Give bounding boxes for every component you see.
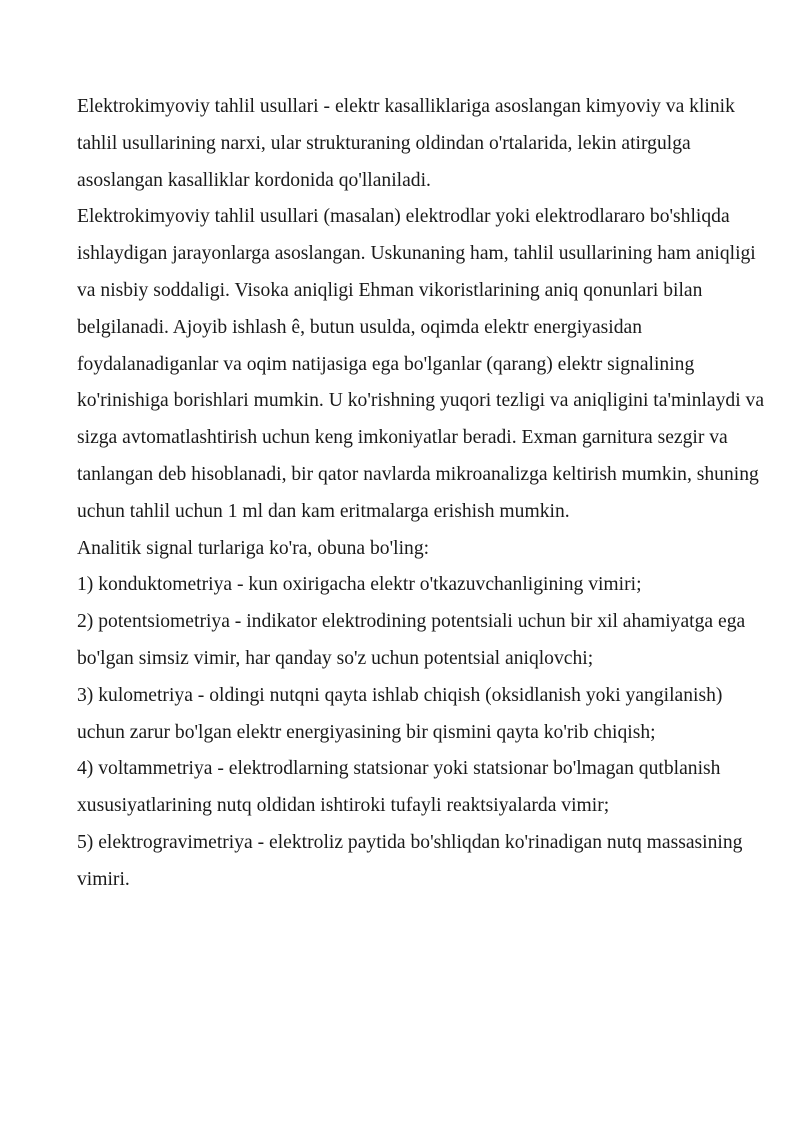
document-body — [77, 89, 767, 899]
paragraph-list-heading: Analitik signal turlariga ko'ra, obuna bo'ling: — [77, 537, 430, 559]
list-item-electrogravimetry: 5) elektrogravimetriya - elektroliz paytida bo'shliqdan ko'rinadigan nutq massasining vimiri. — [77, 831, 743, 890]
paragraph-description: Elektrokimyoviy tahlil usullari (masalan) elektrodlar yoki elektrodlararo bo'shliqda ishlaydigan jarayonlarga asoslangan. Uskunaning ham, tahlil usullarining ham aniqligi va nisbiy soddaligi. Visoka aniqligi Ehman vikoristlarining aniq qonunlari bilan belgilanadi. Ajoyib ishlash ê, butun usulda, oqimda elektr energiyasidan foydalanadiganlar va oqim natijasiga ega bo'lganlar (qarang) elektr signalining ko'rinishiga borishlari mumkin. U ko'rishning yuqori tezligi va aniqligini ta'minlaydi va sizga avtomatlashtirish uchun keng imkoniyatlar beradi. Exman garnitura sezgir va tanlangan deb hisoblanadi, bir qator navlarda mikroanalizga keltirish mumkin, shuning uchun tahlil uchun 1 ml dan kam eritmalarga erishish mumkin. — [77, 206, 765, 522]
list-item-coulometry: 3) kulometriya - oldingi nutqni qayta ishlab chiqish (oksidlanish yoki yangilanish) uchun zarur bo'lgan elektr energiyasining bir qismini qayta ko'rib chiqish; — [77, 684, 723, 743]
list-item-potentiometry: 2) potentsiometriya - indikator elektrodining potentsiali uchun bir xil ahamiyatga ega bo'lgan simsiz vimir, har qanday so'z uchun potentsial aniqlovchi; — [77, 611, 746, 669]
list-item-voltammetry: 4) voltammetriya - elektrodlarning statsionar yoki statsionar bo'lmagan qutblanish xususiyatlarining nutq oldidan ishtiroki tufayli reaktsiyalarda vimir; — [77, 758, 721, 817]
list-item-conductometry: 1) konduktometriya - kun oxirigacha elektr o'tkazuvchanligining vimiri; — [77, 574, 642, 596]
paragraph-intro: Elektrokimyoviy tahlil usullari - elektr kasalliklariga asoslangan kimyoviy va klinik tahlil usullarining narxi, ular strukturaning oldindan o'rtalarida, lekin atirgulga asoslangan kasalliklar kordonida qo'llaniladi. — [77, 96, 735, 191]
